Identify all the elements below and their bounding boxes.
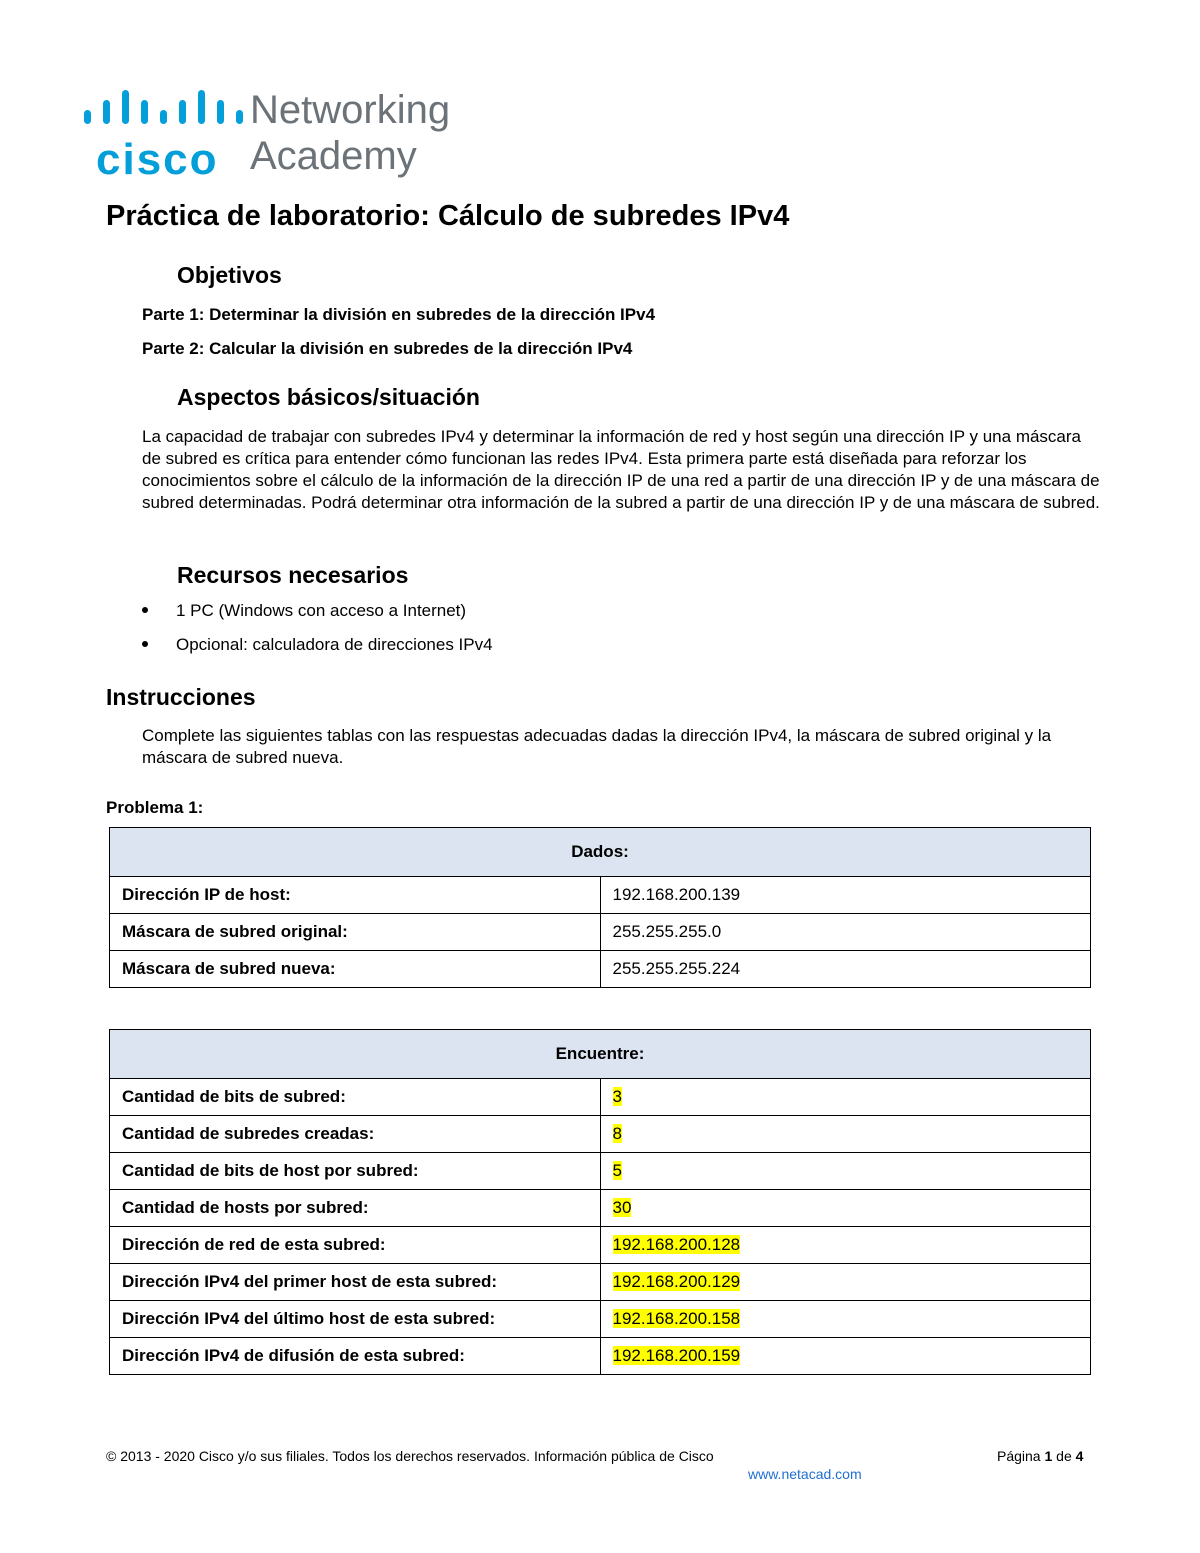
- objectives-heading: Objetivos: [177, 262, 282, 288]
- table-row: Dirección de red de esta subred: 192.168.200.128: [110, 1227, 1091, 1264]
- bullet-icon: [142, 607, 148, 613]
- footer-copyright: © 2013 - 2020 Cisco y/o sus filiales. Todos los derechos reservados. Información pública de Cisco: [106, 1448, 714, 1464]
- page-title: Práctica de laboratorio: Cálculo de subredes IPv4: [106, 200, 790, 232]
- table-row: Cantidad de bits de subred: 3: [110, 1079, 1091, 1116]
- table-row: Dirección IPv4 de difusión de esta subred: 192.168.200.159: [110, 1338, 1091, 1375]
- table-row: Cantidad de subredes creadas: 8: [110, 1116, 1091, 1153]
- given-table-header: Dados:: [110, 828, 1091, 877]
- objective-part-1: Parte 1: Determinar la división en subredes de la dirección IPv4: [142, 305, 656, 324]
- table-row: Cantidad de bits de host por subred: 5: [110, 1153, 1091, 1190]
- answer-value: 192.168.200.128: [612, 1235, 741, 1254]
- bullet-icon: [142, 641, 148, 647]
- resource-item: Opcional: calculadora de direcciones IPv4: [142, 635, 493, 655]
- find-table-header: Encuentre:: [110, 1030, 1091, 1079]
- table-row: Máscara de subred nueva: 255.255.255.224: [110, 951, 1091, 988]
- resources-heading: Recursos necesarios: [177, 562, 409, 588]
- footer-page-number: Página 1 de 4: [997, 1448, 1084, 1464]
- answer-value: 192.168.200.158: [612, 1309, 741, 1328]
- table-row: Dirección IPv4 del primer host de esta subred: 192.168.200.129: [110, 1264, 1091, 1301]
- given-table: [109, 827, 1091, 988]
- table-row: Dirección IPv4 del último host de esta subred: 192.168.200.158: [110, 1301, 1091, 1338]
- answer-value: 192.168.200.129: [612, 1272, 741, 1291]
- answer-value: 30: [612, 1198, 632, 1217]
- resource-item: 1 PC (Windows con acceso a Internet): [142, 601, 466, 621]
- cisco-networking-academy-logo: [84, 88, 484, 184]
- answer-value: 8: [612, 1124, 622, 1143]
- logo-line-networking: Networking: [250, 88, 451, 132]
- objective-part-2: Parte 2: Calcular la división en subredes de la dirección IPv4: [142, 339, 633, 358]
- background-heading: Aspectos básicos/situación: [177, 384, 480, 410]
- table-row: Máscara de subred original: 255.255.255.0: [110, 914, 1091, 951]
- table-row: Cantidad de hosts por subred: 30: [110, 1190, 1091, 1227]
- find-table: [109, 1029, 1091, 1375]
- answer-value: 192.168.200.159: [612, 1346, 741, 1365]
- background-paragraph: La capacidad de trabajar con subredes IPv4 y determinar la información de red y host según una dirección IP y una máscara de subred es crítica para entender cómo funcionan las redes IPv4. Esta primera parte está diseñada para reforzar los conocimientos sobre el cálculo de la información de la dirección IP de una red a partir de una dirección IP y de una máscara de subred determinadas. Podrá determinar otra información de la subred a partir de una dirección IP y de una máscara de subred.: [142, 427, 1100, 512]
- footer-netacad-link[interactable]: www.netacad.com: [748, 1466, 862, 1482]
- answer-value: 3: [612, 1087, 622, 1106]
- answer-value: 5: [612, 1161, 622, 1180]
- problem-label: Problema 1:: [106, 798, 204, 817]
- instructions-heading: Instrucciones: [106, 684, 256, 710]
- cisco-wordmark: cisco: [96, 135, 219, 184]
- logo-line-academy: Academy: [250, 134, 417, 178]
- table-row: Dirección IP de host: 192.168.200.139: [110, 877, 1091, 914]
- instructions-paragraph: Complete las siguientes tablas con las respuestas adecuadas dadas la dirección IPv4, la máscara de subred original y la máscara de subred nueva.: [142, 726, 1052, 767]
